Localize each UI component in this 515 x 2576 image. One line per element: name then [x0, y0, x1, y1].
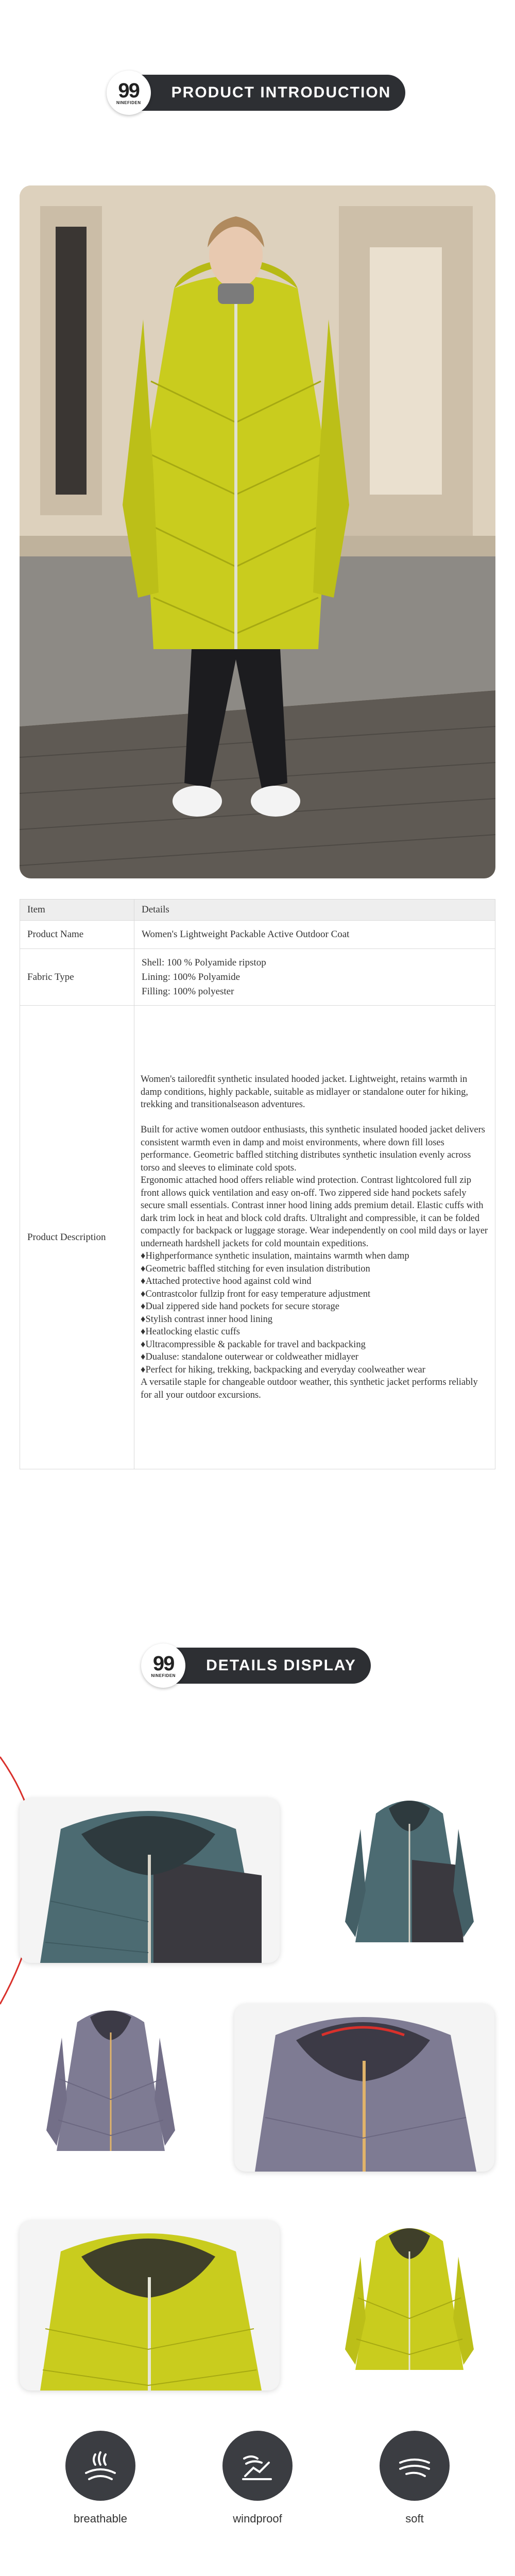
breathable-icon [65, 2431, 135, 2501]
product-introduction-header [0, 75, 515, 111]
logo-number: 99 [118, 79, 139, 102]
feature-windproof [201, 2431, 314, 2526]
detail-photo-lavender-closeup [234, 2004, 494, 2172]
logo-text: NINEFIDEN [151, 1673, 176, 1678]
detail-photo-teal-full [340, 1788, 479, 1963]
fabric-filling: Filling: 100% polyester [142, 986, 234, 997]
description-label: Product Description [20, 1006, 134, 1469]
fabric-value [134, 949, 495, 1006]
details-display-header [0, 1648, 515, 1684]
section-title: DETAILS DISPLAY [206, 1657, 356, 1674]
spec-table [20, 899, 495, 1469]
detail-photo-teal-closeup [20, 1798, 280, 1963]
product-name-value: Women's Lightweight Packable Active Outdoor Coat [134, 921, 495, 949]
windproof-icon [222, 2431, 293, 2501]
product-name-label: Product Name [20, 921, 134, 949]
table-row-description [20, 1006, 495, 1469]
model-photo-illustration [20, 185, 495, 878]
soft-icon [380, 2431, 450, 2501]
table-header-row [20, 900, 495, 921]
feature-label: windproof [233, 2512, 282, 2525]
fabric-label: Fabric Type [20, 949, 134, 1006]
feature-label: soft [405, 2512, 424, 2525]
fabric-lining: Lining: 100% Polyamide [142, 971, 241, 982]
logo-text: NINEFIDEN [116, 100, 141, 105]
section-title-pill [144, 1648, 371, 1684]
model-photo [20, 185, 495, 878]
table-row-fabric [20, 949, 495, 1006]
detail-photo-lavender-full [39, 2002, 183, 2166]
feature-soft [358, 2431, 471, 2526]
section-title: PRODUCT INTRODUCTION [171, 84, 391, 101]
feature-breathable [44, 2431, 157, 2526]
table-header-item: Item [20, 900, 134, 921]
table-header-details: Details [134, 900, 495, 921]
brand-logo [107, 71, 151, 115]
table-row-product-name [20, 921, 495, 949]
detail-photo-yellow-full [340, 2215, 479, 2391]
section-title-pill [110, 75, 406, 111]
brand-logo [141, 1643, 185, 1688]
description-value: Women's tailoredfit synthetic insulated hooded jacket. Lightweight, retains warmth in damp conditions, highly packable, suitable as midlayer or standalone outer for hiking, trekking and transitionalseason adventures. Built for active women outdoor enthusiasts, this synthetic insulated hooded jacket delivers consistent warmth even in damp and moist environments, where down fill loses performance. Geometric baffled stitching distributes synthetic insulation evenly across torso and sleeves to eliminate cold spots. Ergonomic attached hood offers reliable wind protection. Contrast lightcolored full zip front allows quick ventilation and easy on-off. Two zippered side hand pockets safely secure small essentials. Contrast inner hood lining adds premium detail. Elastic cuffs with dark trim lock in heat and block cold drafts. Ultralight and compressible, it can be folded compactly for backpack or luggage storage. Wear independently on cool mild days or layer underneath hardshell jackets for cold mountain expeditions. ♦Highperformance synthetic insulation, maintains warmth when damp ♦Geometric baffled stitching for even insulation distribution ♦Attached protective hood against cold wind ♦Contrastcolor fullzip front for easy temperature adjustment ♦Dual zippered side hand pockets for secure storage ♦Stylish contrast inner hood lining ♦Heatlocking elastic cuffs ♦Ultracompressible & packable for travel and backpacking ♦Dualuse: standalone outerwear or coldweather midlayer ♦Perfect for hiking, trekking, backpacking and everyday coolweather wear A versatile staple for changeable outdoor weather, this synthetic jacket performs reliably for all your outdoor excursions. [134, 1006, 495, 1469]
detail-photo-yellow-closeup [20, 2221, 280, 2391]
fabric-shell: Shell: 100 % Polyamide ripstop [142, 957, 266, 968]
logo-number: 99 [152, 1652, 174, 1675]
feature-label: breathable [74, 2512, 127, 2525]
